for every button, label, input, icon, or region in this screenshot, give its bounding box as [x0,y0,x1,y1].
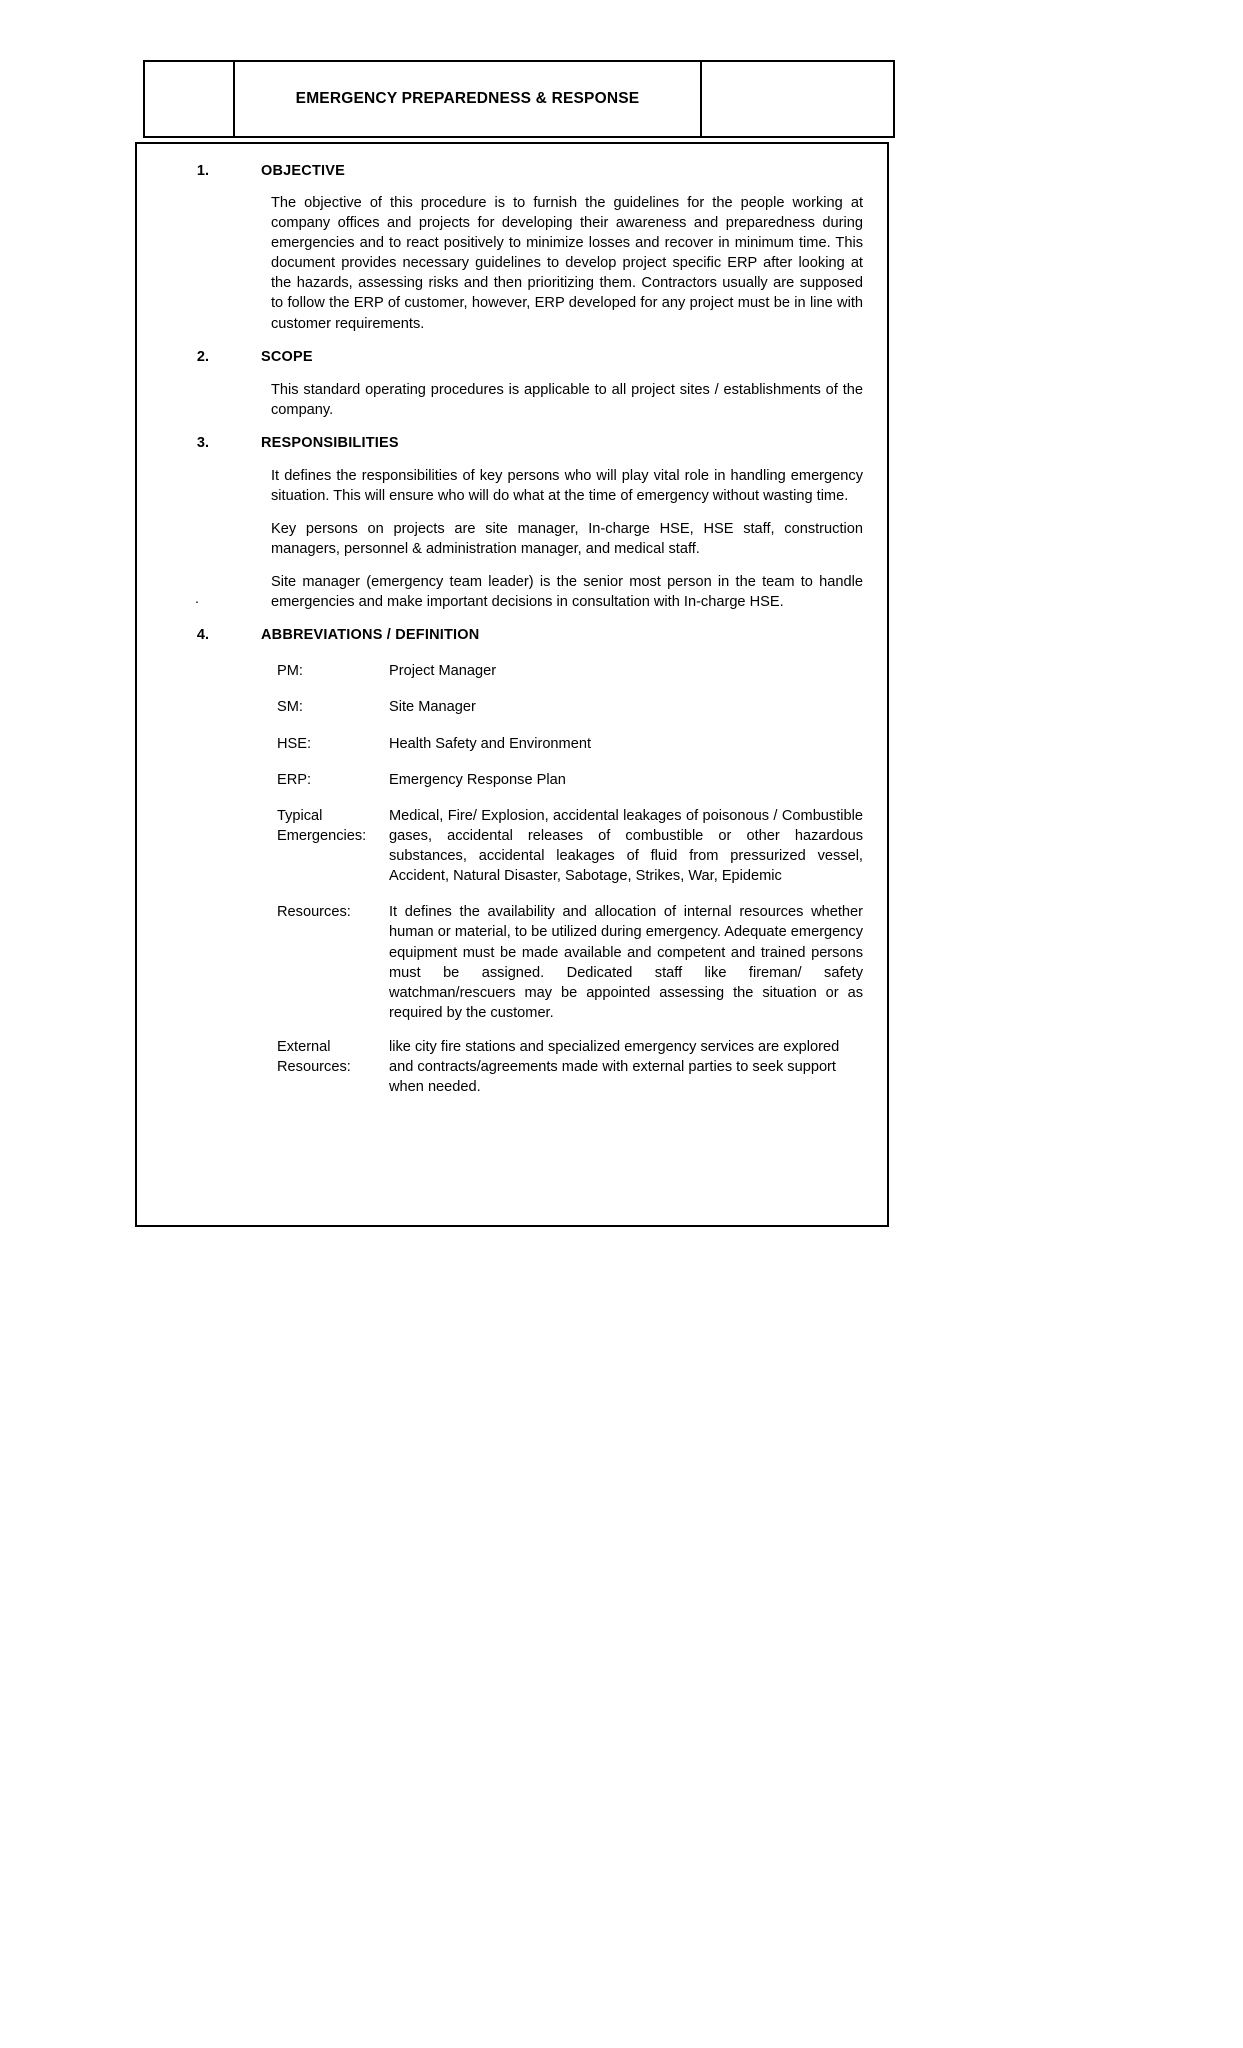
definition-term-line: SM: [277,699,303,716]
definition-description: Emergency Response Plan [389,771,566,788]
definition-row [271,697,863,717]
definition-term [271,1037,389,1077]
section-title: ABBREVIATIONS / DEFINITION [261,627,480,644]
header-meta-cell [701,61,894,137]
section-paragraph: This standard operating procedures is applicable to all project sites / establishments of the company. [271,381,863,418]
definition-description: Medical, Fire/ Explosion, accidental leakages of poisonous / Combustible gases, accidental releases of combustible or other hazardous substances, accidental leakages of fluid from pressurized vessel, Accident, Natural Disaster, Sabotage, Strikes, War, Epidemic [389,807,863,885]
section-heading-responsibilities [147,434,877,453]
definition-term-line: ERP: [277,771,312,788]
definition-term [271,734,389,754]
abbreviation-definition-list [271,661,863,1097]
document-header-table [143,60,895,138]
section-number: 3. [196,434,209,451]
scan-artifact-dot: . [195,590,199,606]
section-paragraph: Site manager (emergency team leader) is the senior most person in the team to handle emergencies and make important decisions in consultation with In-charge HSE. [271,574,863,611]
section-paragraph: It defines the responsibilities of key persons who will play vital role in handling emergency situation. This will ensure who will do what at the time of emergency without wasting time. [271,467,863,504]
definition-term-line: PM: [277,663,303,680]
document-body-box [135,142,889,1227]
section-heading-objective [147,162,877,181]
definition-description: Health Safety and Environment [389,735,591,752]
definition-term-line: Resources: [277,1059,351,1076]
section-title: RESPONSIBILITIES [261,434,399,451]
definition-description: Project Manager [389,663,497,680]
definition-term-line: Emergencies: [277,827,367,844]
definition-description: like city fire stations and specialized emergency services are explored and contracts/agreements made with external parties to seek support when needed. [389,1039,840,1096]
section-number: 1. [196,163,209,179]
header-logo-cell [144,61,234,137]
section-paragraph: The objective of this procedure is to furnish the guidelines for the people working at company offices and projects for developing their awareness and preparedness during emergencies and to react positively to minimize losses and recover in minimum time. This document provides necessary guidelines to develop project specific ERP after looking at the hazards, assessing risks and then prioritizing them. Contractors usually are supposed to follow the ERP of customer, however, ERP developed for any project must be in line with customer requirements. [271,194,863,332]
section-number: 2. [196,348,209,365]
header-row [144,61,894,137]
definition-row [271,1037,863,1097]
section-number: 4. [196,627,209,644]
document-body-content [137,144,887,1107]
definition-term-line: HSE: [277,735,312,752]
section-title: SCOPE [261,348,313,365]
section-title: OBJECTIVE [261,163,345,179]
definition-term [271,806,389,846]
document-title: EMERGENCY PREPAREDNESS & RESPONSE [295,89,640,107]
definition-term [271,770,389,790]
definition-term [271,697,389,717]
definition-row [271,661,863,681]
definition-term-line: Typical [277,807,323,824]
definition-row [271,902,863,1023]
definition-description: Site Manager [389,699,476,716]
definition-description: It defines the availability and allocation of internal resources whether human or material, to be utilized during emergency. Adequate emergency equipment must be made available and competent and trained persons must be assigned. Dedicated staff like fireman/ safety watchman/rescuers may be appointed assessing the situation or as required by the customer. [389,904,863,1021]
section-heading-scope [147,348,877,367]
definition-row [271,770,863,790]
definition-row [271,734,863,754]
header-title-cell [234,61,701,137]
definition-term [271,902,389,922]
definition-term-line: External [277,1039,331,1055]
definition-term [271,661,389,681]
definition-row [271,806,863,887]
section-paragraph: Key persons on projects are site manager, In-charge HSE, HSE staff, construction managers, personnel & administration manager, and medical staff. [271,520,863,558]
section-heading-abbreviations [147,626,877,645]
definition-term-line: Resources: [277,904,351,921]
